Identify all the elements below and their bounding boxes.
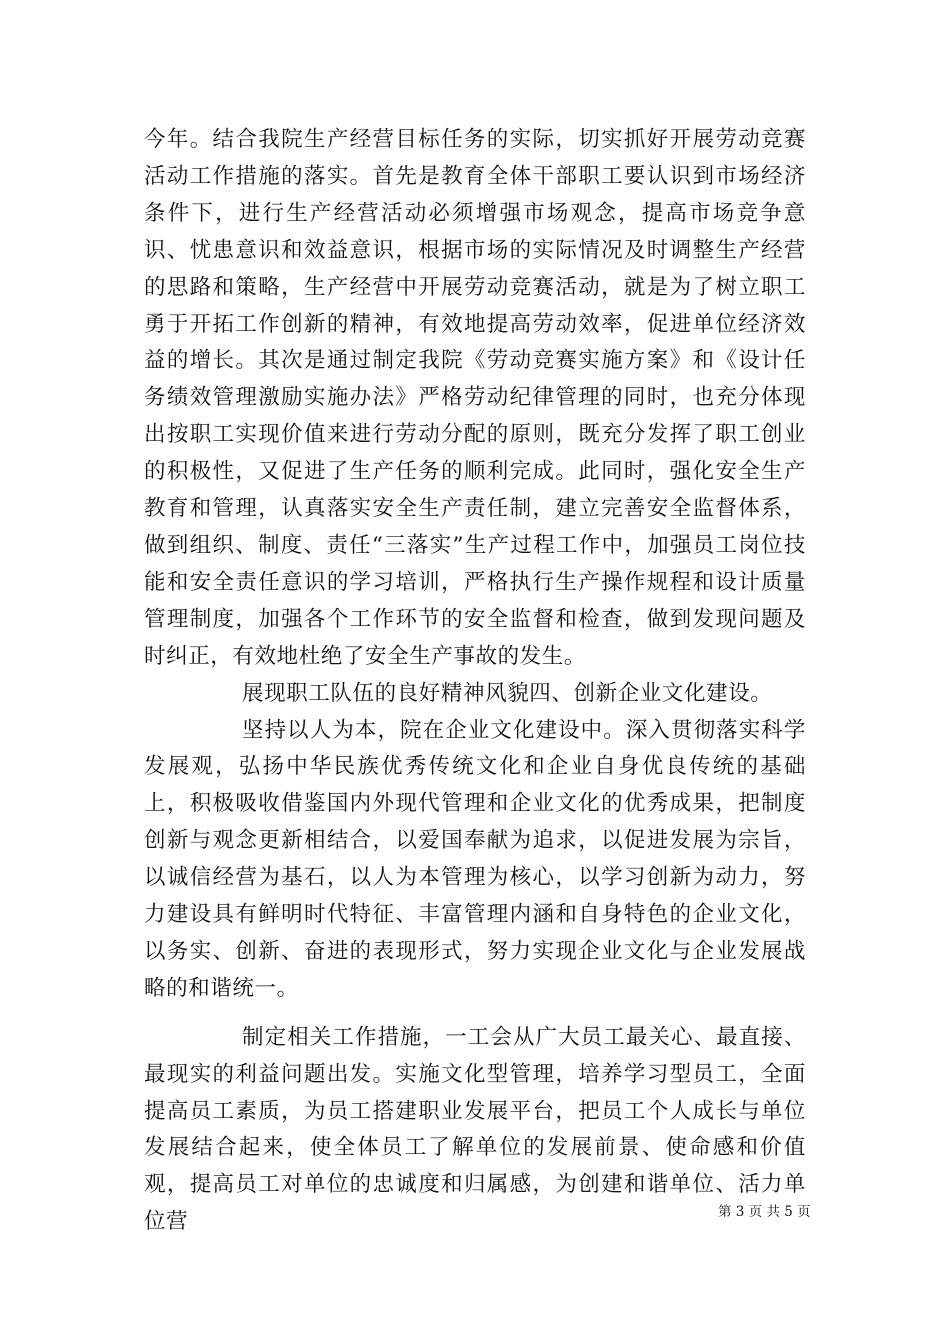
paragraph-4: 制定相关工作措施，一工会从广大员工最关心、最直接、最现实的利益问题出发。实施文化型管理，培养学习型员工，全面提高员工素质，为员工搭建职业发展平台，把员工个人成长与单位发展结合起来，使全体员工了解单位的发展前景、使命感和价值观，提高员工对单位的忠诚度和归属感，为创建和谐单位、活力单位营 bbox=[144, 1024, 806, 1235]
paragraph-3: 坚持以人为本，院在企业文化建设中。深入贯彻落实科学发展观，弘扬中华民族优秀传统文化和企业自身优良传统的基础上，积极吸收借鉴国内外现代管理和企业文化的优秀成果，把制度创新与观念更新相结合，以爱国奉献为追求，以促进发展为宗旨，以诚信经营为基石，以人为本管理为核心，以学习创新为动力，努力建设具有鲜明时代特征、丰富管理内涵和自身特色的企业文化，以务实、创新、奋进的表现形式，努力实现企业文化与企业发展战略的和谐统一。 bbox=[144, 717, 806, 1001]
page-number-footer: 第 3 页 共 5 页 bbox=[718, 1204, 811, 1220]
paragraph-2: 展现职工队伍的良好精神风貌四、创新企业文化建设。 bbox=[242, 680, 773, 706]
paragraph-1: 今年。结合我院生产经营目标任务的实际，切实抓好开展劳动竞赛活动工作措施的落实。首先是教育全体干部职工要认识到市场经济条件下，进行生产经营活动必须增强市场观念，提高市场竞争意识、忧患意识和效益意识，根据市场的实际情况及时调整生产经营的思路和策略，生产经营中开展劳动竞赛活动，就是为了树立职工勇于开拓工作创新的精神，有效地提高劳动效率，促进单位经济效益的增长。其次是通过制定我院《劳动竞赛实施方案》和《设计任务绩效管理激励实施办法》严格劳动纪律管理的同时，也充分体现出按职工实现价值来进行劳动分配的原则，既充分发挥了职工创业的积极性，又促进了生产任务的顺利完成。此同时，强化安全生产教育和管理，认真落实安全生产责任制，建立完善安全监督体系，做到组织、制度、责任“三落实”生产过程工作中，加强员工岗位技能和安全责任意识的学习培训，严格执行生产操作规程和设计质量管理制度，加强各个工作环节的安全监督和检查，做到发现问题及时纠正，有效地杜绝了安全生产事故的发生。 bbox=[144, 127, 806, 669]
document-body bbox=[144, 122, 806, 1241]
